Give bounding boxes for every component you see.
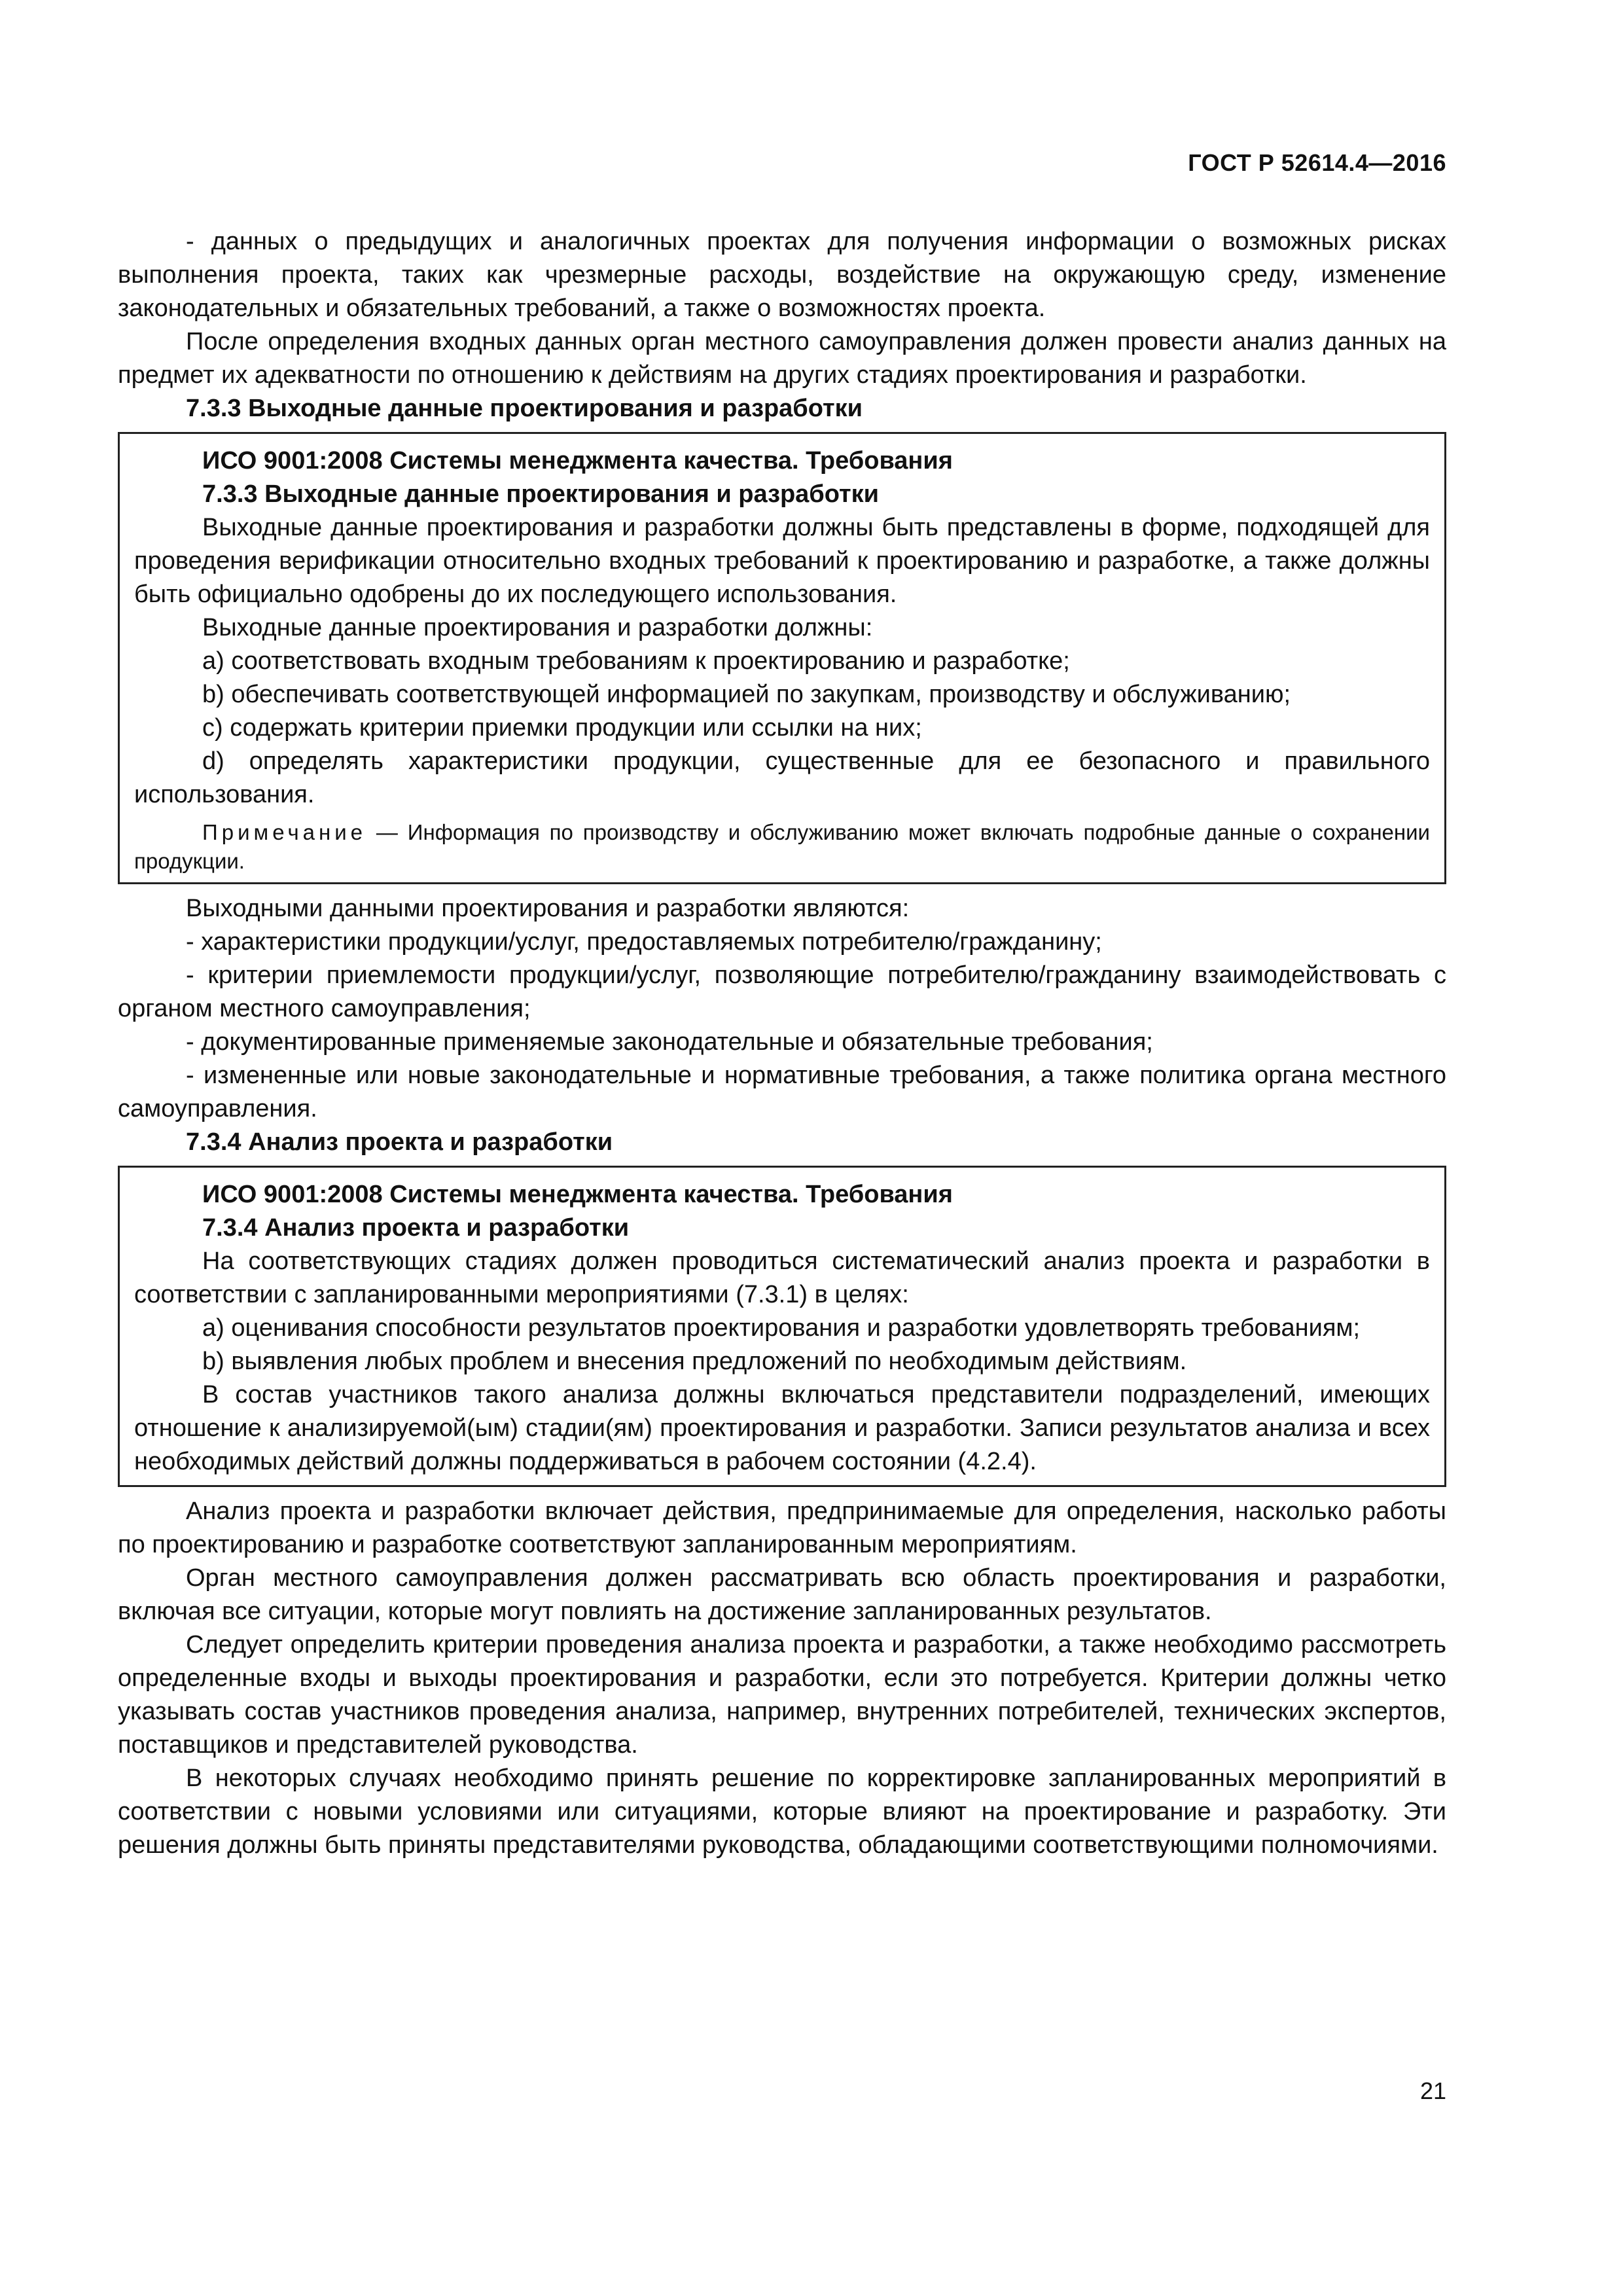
iso-box-list-item: a) соответствовать входным требованиям к проектированию и разработке; (202, 647, 1070, 675)
iso-quote-box-7-3-4 (118, 1166, 1446, 1487)
paragraph-review-corrections: В некоторых случаях необходимо принять решение по корректировке запланированных мероприятий в соответствии с новыми условиями или ситуациями, которые влияют на проектирование и разработку. Эти решения должны быть приняты представителями руководства, обладающими соответствующими полномочиями. (118, 1765, 1446, 1859)
iso-box-subtitle: 7.3.4 Анализ проекта и разработки (202, 1214, 630, 1242)
iso-box-note (134, 818, 1430, 876)
paragraph-review-scope: Орган местного самоуправления должен рассматривать всю область проектирования и разработки, включая все ситуации, которые могут повлиять на достижение запланированных результатов. (118, 1564, 1446, 1625)
paragraph-previous-projects: - данных о предыдущих и аналогичных проектах для получения информации о возможных рисках выполнения проекта, таких как чрезмерные расходы, воздействие на окружающую среду, изменение законодательных и обязательных требований, а также о возможностях проекта. (118, 228, 1446, 322)
iso-box-list-item: c) содержать критерии приемки продукции или ссылки на них; (202, 714, 922, 742)
paragraph-outputs-intro: Выходными данными проектирования и разработки являются: (186, 895, 910, 922)
list-item: - характеристики продукции/услуг, предоставляемых потребителю/гражданину; (186, 928, 1102, 956)
document-header: ГОСТ Р 52614.4—2016 (1188, 149, 1446, 176)
list-item: - критерии приемлемости продукции/услуг, позволяющие потребителю/гражданину взаимодействовать с органом местного самоуправления; (118, 961, 1446, 1022)
iso-box-paragraph: Выходные данные проектирования и разработки должны быть представлены в форме, подходящей для проведения верификации относительно входных требований к проектированию и разработке, а также должны быть официально одобрены до их последующего использования. (134, 514, 1430, 608)
paragraph-review-definition: Анализ проекта и разработки включает действия, предпринимаемые для определения, насколько работы по проектированию и разработке соответствуют запланированным мероприятиям. (118, 1498, 1446, 1558)
iso-box-list-item: a) оценивания способности результатов проектирования и разработки удовлетворять требованиям; (202, 1314, 1361, 1342)
iso-quote-box-7-3-3 (118, 432, 1446, 884)
iso-box-title: ИСО 9001:2008 Системы менеджмента качества. Требования (202, 447, 953, 475)
iso-box-list-item: d) определять характеристики продукции, существенные для ее безопасного и правильного использования. (134, 747, 1430, 808)
note-label: Примечание (202, 820, 367, 844)
paragraph-input-analysis: После определения входных данных орган местного самоуправления должен провести анализ данных на предмет их адекватности по отношению к действиям на других стадиях проектирования и разработки. (118, 328, 1446, 389)
iso-box-subtitle: 7.3.3 Выходные данные проектирования и разработки (202, 480, 880, 508)
iso-box-list-item: b) обеспечивать соответствующей информацией по закупкам, производству и обслуживанию; (202, 681, 1291, 708)
iso-box-paragraph: Выходные данные проектирования и разработки должны: (202, 614, 873, 641)
section-heading-7-3-3: 7.3.3 Выходные данные проектирования и разработки (186, 395, 863, 422)
page-number: 21 (1419, 2077, 1446, 2104)
list-item: - документированные применяемые законодательные и обязательные требования; (186, 1028, 1153, 1056)
list-item: - измененные или новые законодательные и нормативные требования, а также политика органа местного самоуправления. (118, 1062, 1446, 1122)
iso-box-paragraph: В состав участников такого анализа должны включаться представители подразделений, имеющих отношение к анализируемой(ым) стадии(ям) проектирования и разработки. Записи результатов анализа и всех необходимых действий должны поддерживаться в рабочем состоянии (4.2.4). (134, 1381, 1430, 1475)
iso-box-title: ИСО 9001:2008 Системы менеджмента качества. Требования (202, 1181, 953, 1208)
paragraph-review-criteria: Следует определить критерии проведения анализа проекта и разработки, а также необходимо рассмотреть определенные входы и выходы проектирования и разработки, если это потребуется. Критерии должны четко указывать состав участников проведения анализа, например, внутренних потребителей, технических экспертов, поставщиков и представителей руководства. (118, 1631, 1446, 1759)
iso-box-list-item: b) выявления любых проблем и внесения предложений по необходимым действиям. (202, 1348, 1187, 1375)
section-heading-7-3-4: 7.3.4 Анализ проекта и разработки (186, 1128, 613, 1156)
page-body (118, 225, 1446, 1862)
note-text: — Информация по производству и обслуживанию может включать подробные данные о сохранении продукции. (134, 820, 1430, 873)
iso-box-paragraph: На соответствующих стадиях должен проводиться систематический анализ проекта и разработки в соответствии с запланированными мероприятиями (7.3.1) в целях: (134, 1247, 1430, 1308)
